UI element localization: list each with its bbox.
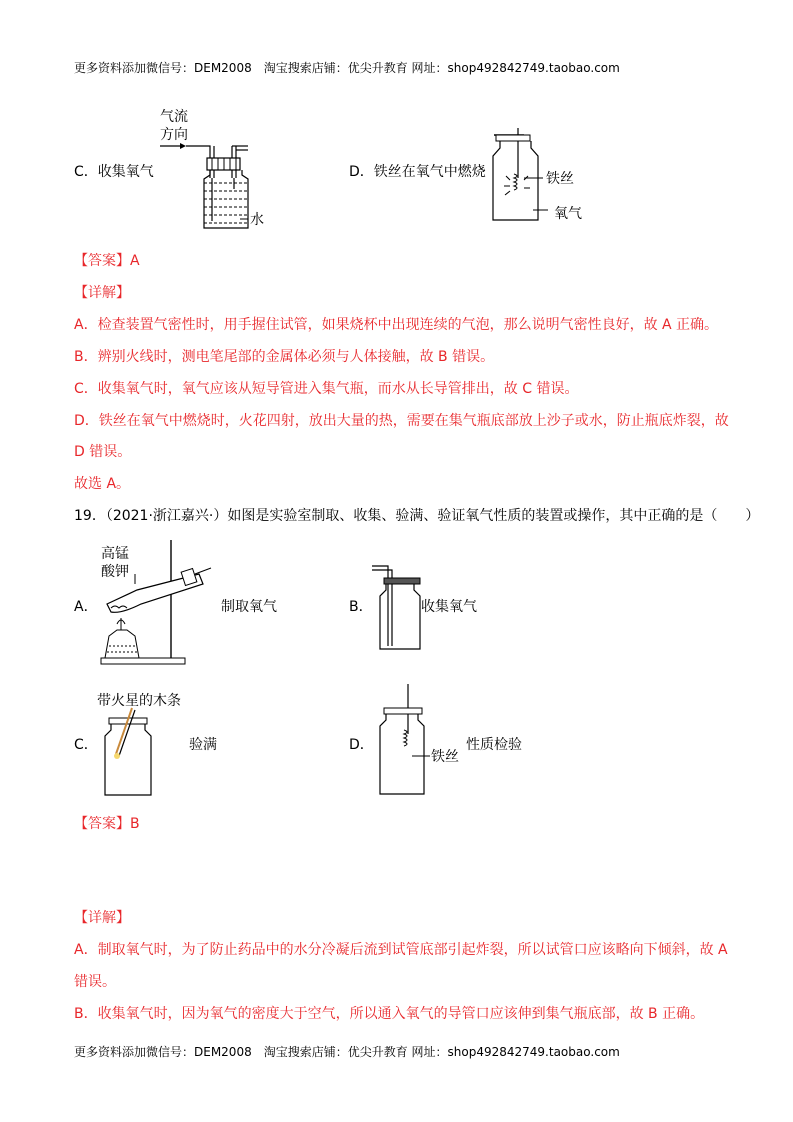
q19-option-a-caption: 制取氧气 — [221, 599, 277, 615]
q18-option-c-label: C．收集氧气 — [74, 164, 154, 180]
fig-text-wire2: 铁丝 — [431, 749, 459, 765]
q19-answer: 【答案】B — [74, 816, 140, 832]
q19-detail-line: 错误。 — [74, 974, 116, 990]
q19-option-a-letter: A． — [74, 599, 98, 615]
iron-wire-burning-figure — [488, 128, 598, 226]
fig-text-wire: 铁丝 — [546, 171, 574, 187]
q18-detail-line: D 错误。 — [74, 444, 132, 460]
q19-option-c-caption: 验满 — [189, 737, 217, 753]
oxygen-check-figure — [95, 690, 195, 800]
q19-option-b-caption: 收集氧气 — [421, 599, 477, 615]
page-footer: 更多资料添加微信号：DEM2008 淘宝搜索店铺：优尖升教育 网址：shop492842749.taobao.com — [74, 1045, 620, 1059]
fig-text-glowing-splint: 带火星的木条 — [97, 693, 181, 709]
fig-text-oxygen: 氧气 — [554, 206, 582, 222]
fig-text-kmno4-2: 酸钾 — [101, 564, 129, 580]
q19-option-c-letter: C． — [74, 737, 98, 753]
q19-stem: 19．（2021·浙江嘉兴·）如图是实验室制取、收集、验满、验证氧气性质的装置或操作，其中正确的是（ ） — [74, 508, 760, 524]
q18-detail-line: C．收集氧气时，氧气应该从短导管进入集气瓶，而水从长导管排出，故 C 错误。 — [74, 381, 579, 397]
upward-air-collection-figure — [370, 560, 422, 652]
q19-detail-line: A．制取氧气时，为了防止药品中的水分冷凝后流到试管底部引起炸裂，所以试管口应该略向下倾斜，故 A — [74, 942, 728, 958]
fig-text-kmno4-1: 高锰 — [101, 546, 129, 562]
q19-option-d-letter: D． — [349, 737, 374, 753]
q18-option-d-label: D．铁丝在氧气中燃烧 — [349, 164, 486, 180]
q18-detail-title: 【详解】 — [74, 285, 130, 301]
q19-detail-line: B．收集氧气时，因为氧气的密度大于空气，所以通入氧气的导管口应该伸到集气瓶底部，故 B 正确。 — [74, 1006, 705, 1022]
gas-collection-bottle-figure — [150, 103, 280, 233]
q18-detail-line: D．铁丝在氧气中燃烧时，火花四射，放出大量的热，需要在集气瓶底部放上沙子或水，防止瓶底炸裂，故 — [74, 413, 729, 429]
fig-text-water: 水 — [250, 212, 264, 228]
q18-detail-line: B．辨别火线时，测电笔尾部的金属体必须与人体接触，故 B 错误。 — [74, 349, 495, 365]
potassium-permanganate-setup-figure — [95, 538, 215, 668]
page-header: 更多资料添加微信号：DEM2008 淘宝搜索店铺：优尖升教育 网址：shop492842749.taobao.com — [74, 61, 620, 75]
iron-wire-property-figure — [376, 684, 466, 796]
q18-conclusion: 故选 A。 — [74, 476, 131, 492]
fig-text-direction: 方向 — [160, 127, 188, 143]
fig-text-airflow: 气流 — [160, 109, 188, 125]
q19-option-d-caption: 性质检验 — [466, 737, 522, 753]
q18-detail-line: A．检查装置气密性时，用手握住试管，如果烧杯中出现连续的气泡，那么说明气密性良好，故 A 正确。 — [74, 317, 719, 333]
q19-option-b-letter: B． — [349, 599, 373, 615]
q18-answer: 【答案】A — [74, 253, 140, 269]
q19-detail-title: 【详解】 — [74, 910, 130, 926]
